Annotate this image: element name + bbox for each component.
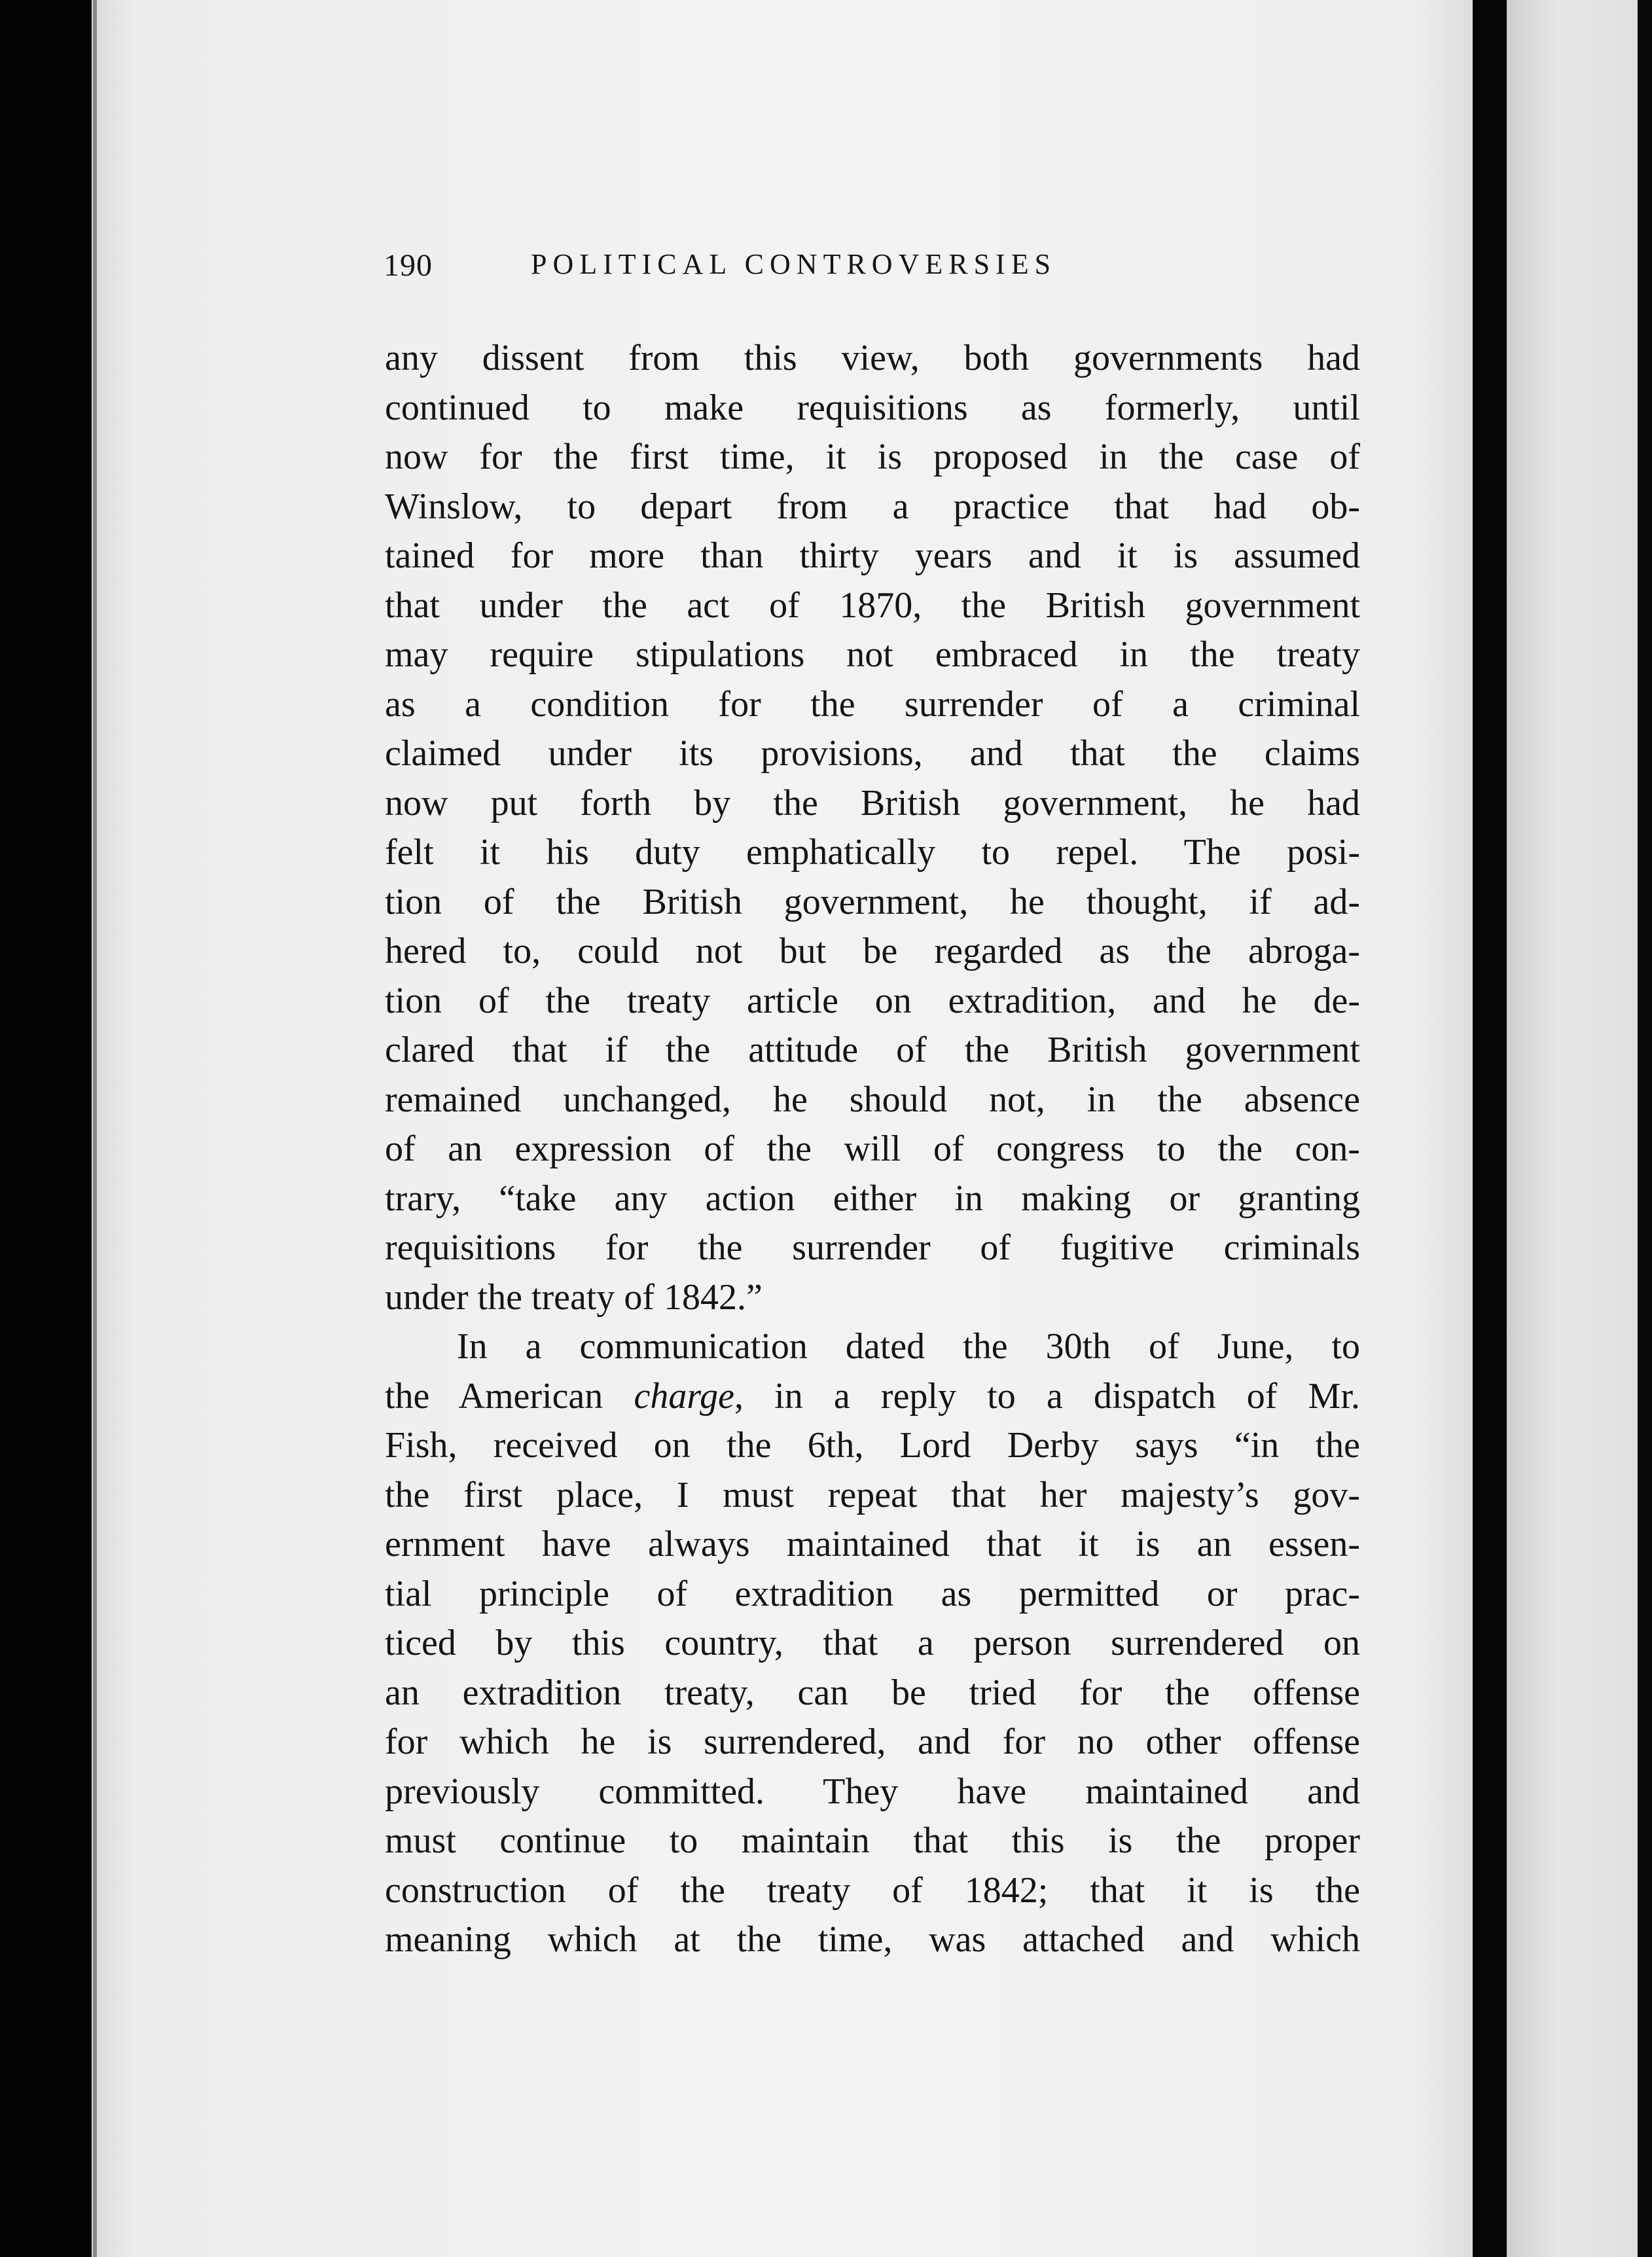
text-line: felt it his duty emphatically to repel. The posi- — [385, 832, 1360, 873]
body-text — [385, 334, 1360, 1965]
text-line: tion of the treaty article on extradition, and he de- — [385, 980, 1360, 1021]
text-line: tial principle of extradition as permitted or prac- — [385, 1573, 1360, 1614]
text-line: hered to, could not but be regarded as the abroga- — [385, 931, 1360, 971]
text-line: clared that if the attitude of the British government — [385, 1030, 1360, 1070]
text-line: tained for more than thirty years and it is assumed — [385, 535, 1360, 576]
text-line: ticed by this country, that a person surrendered on — [385, 1623, 1360, 1663]
text-line: must continue to maintain that this is the proper — [385, 1820, 1360, 1861]
text-line: any dissent from this view, both governments had — [385, 338, 1360, 378]
text-line: the first place, I must repeat that her majesty’s gov- — [385, 1474, 1360, 1515]
text-segment: the American — [385, 1375, 634, 1417]
text-line: construction of the treaty of 1842; that it is the — [385, 1869, 1360, 1911]
page-edge — [93, 0, 97, 2257]
text-line: an extradition treaty, can be tried for the offense — [385, 1672, 1360, 1713]
page-header — [384, 247, 1208, 293]
scan-left-border — [0, 0, 92, 2257]
text-line: claimed under its provisions, and that the claims — [385, 733, 1360, 774]
text-line: Fish, received on the 6th, Lord Derby says “in the — [385, 1425, 1360, 1466]
text-line: trary, “take any action either in making or granting — [385, 1178, 1360, 1219]
text-line: continued to make requisitions as formerly, until — [385, 387, 1360, 428]
text-line: previously committed. They have maintained and — [385, 1771, 1360, 1812]
facing-page-edge — [1507, 0, 1638, 2257]
text-line: of an expression of the will of congress to the con- — [385, 1128, 1360, 1169]
text-line: now for the first time, it is proposed in the case of — [385, 437, 1360, 477]
text-line: for which he is surrendered, and for no other offense — [385, 1722, 1360, 1762]
text-line: ernment have always maintained that it is an essen- — [385, 1524, 1360, 1564]
text-line: that under the act of 1870, the British government — [385, 585, 1360, 626]
text-line: as a condition for the surrender of a criminal — [385, 683, 1360, 725]
italic-word: charge — [634, 1375, 734, 1417]
text-line: remained unchanged, he should not, in the absence — [385, 1079, 1360, 1120]
text-line: under the treaty of 1842.” — [385, 1276, 763, 1318]
text-line: now put forth by the British government, he had — [385, 782, 1360, 823]
text-line: may require stipulations not embraced in the treaty — [385, 634, 1360, 675]
page-number: 190 — [384, 248, 433, 283]
text-line: Winslow, to depart from a practice that had ob- — [385, 486, 1360, 527]
text-segment: , in a reply to a dispatch of Mr. — [734, 1375, 1360, 1417]
text-line — [385, 1372, 1360, 1422]
text-line: tion of the British government, he thought, if ad- — [385, 881, 1360, 922]
text-line: requisitions for the surrender of fugitive criminals — [385, 1227, 1360, 1268]
scan-right-border — [1638, 0, 1652, 2257]
paragraph-first-line: In a communication dated the 30th of June, to — [457, 1326, 1360, 1367]
running-title: POLITICAL CONTROVERSIES — [531, 248, 1057, 280]
book-gutter — [1473, 0, 1507, 2257]
text-line: meaning which at the time, was attached and which — [385, 1919, 1360, 1960]
